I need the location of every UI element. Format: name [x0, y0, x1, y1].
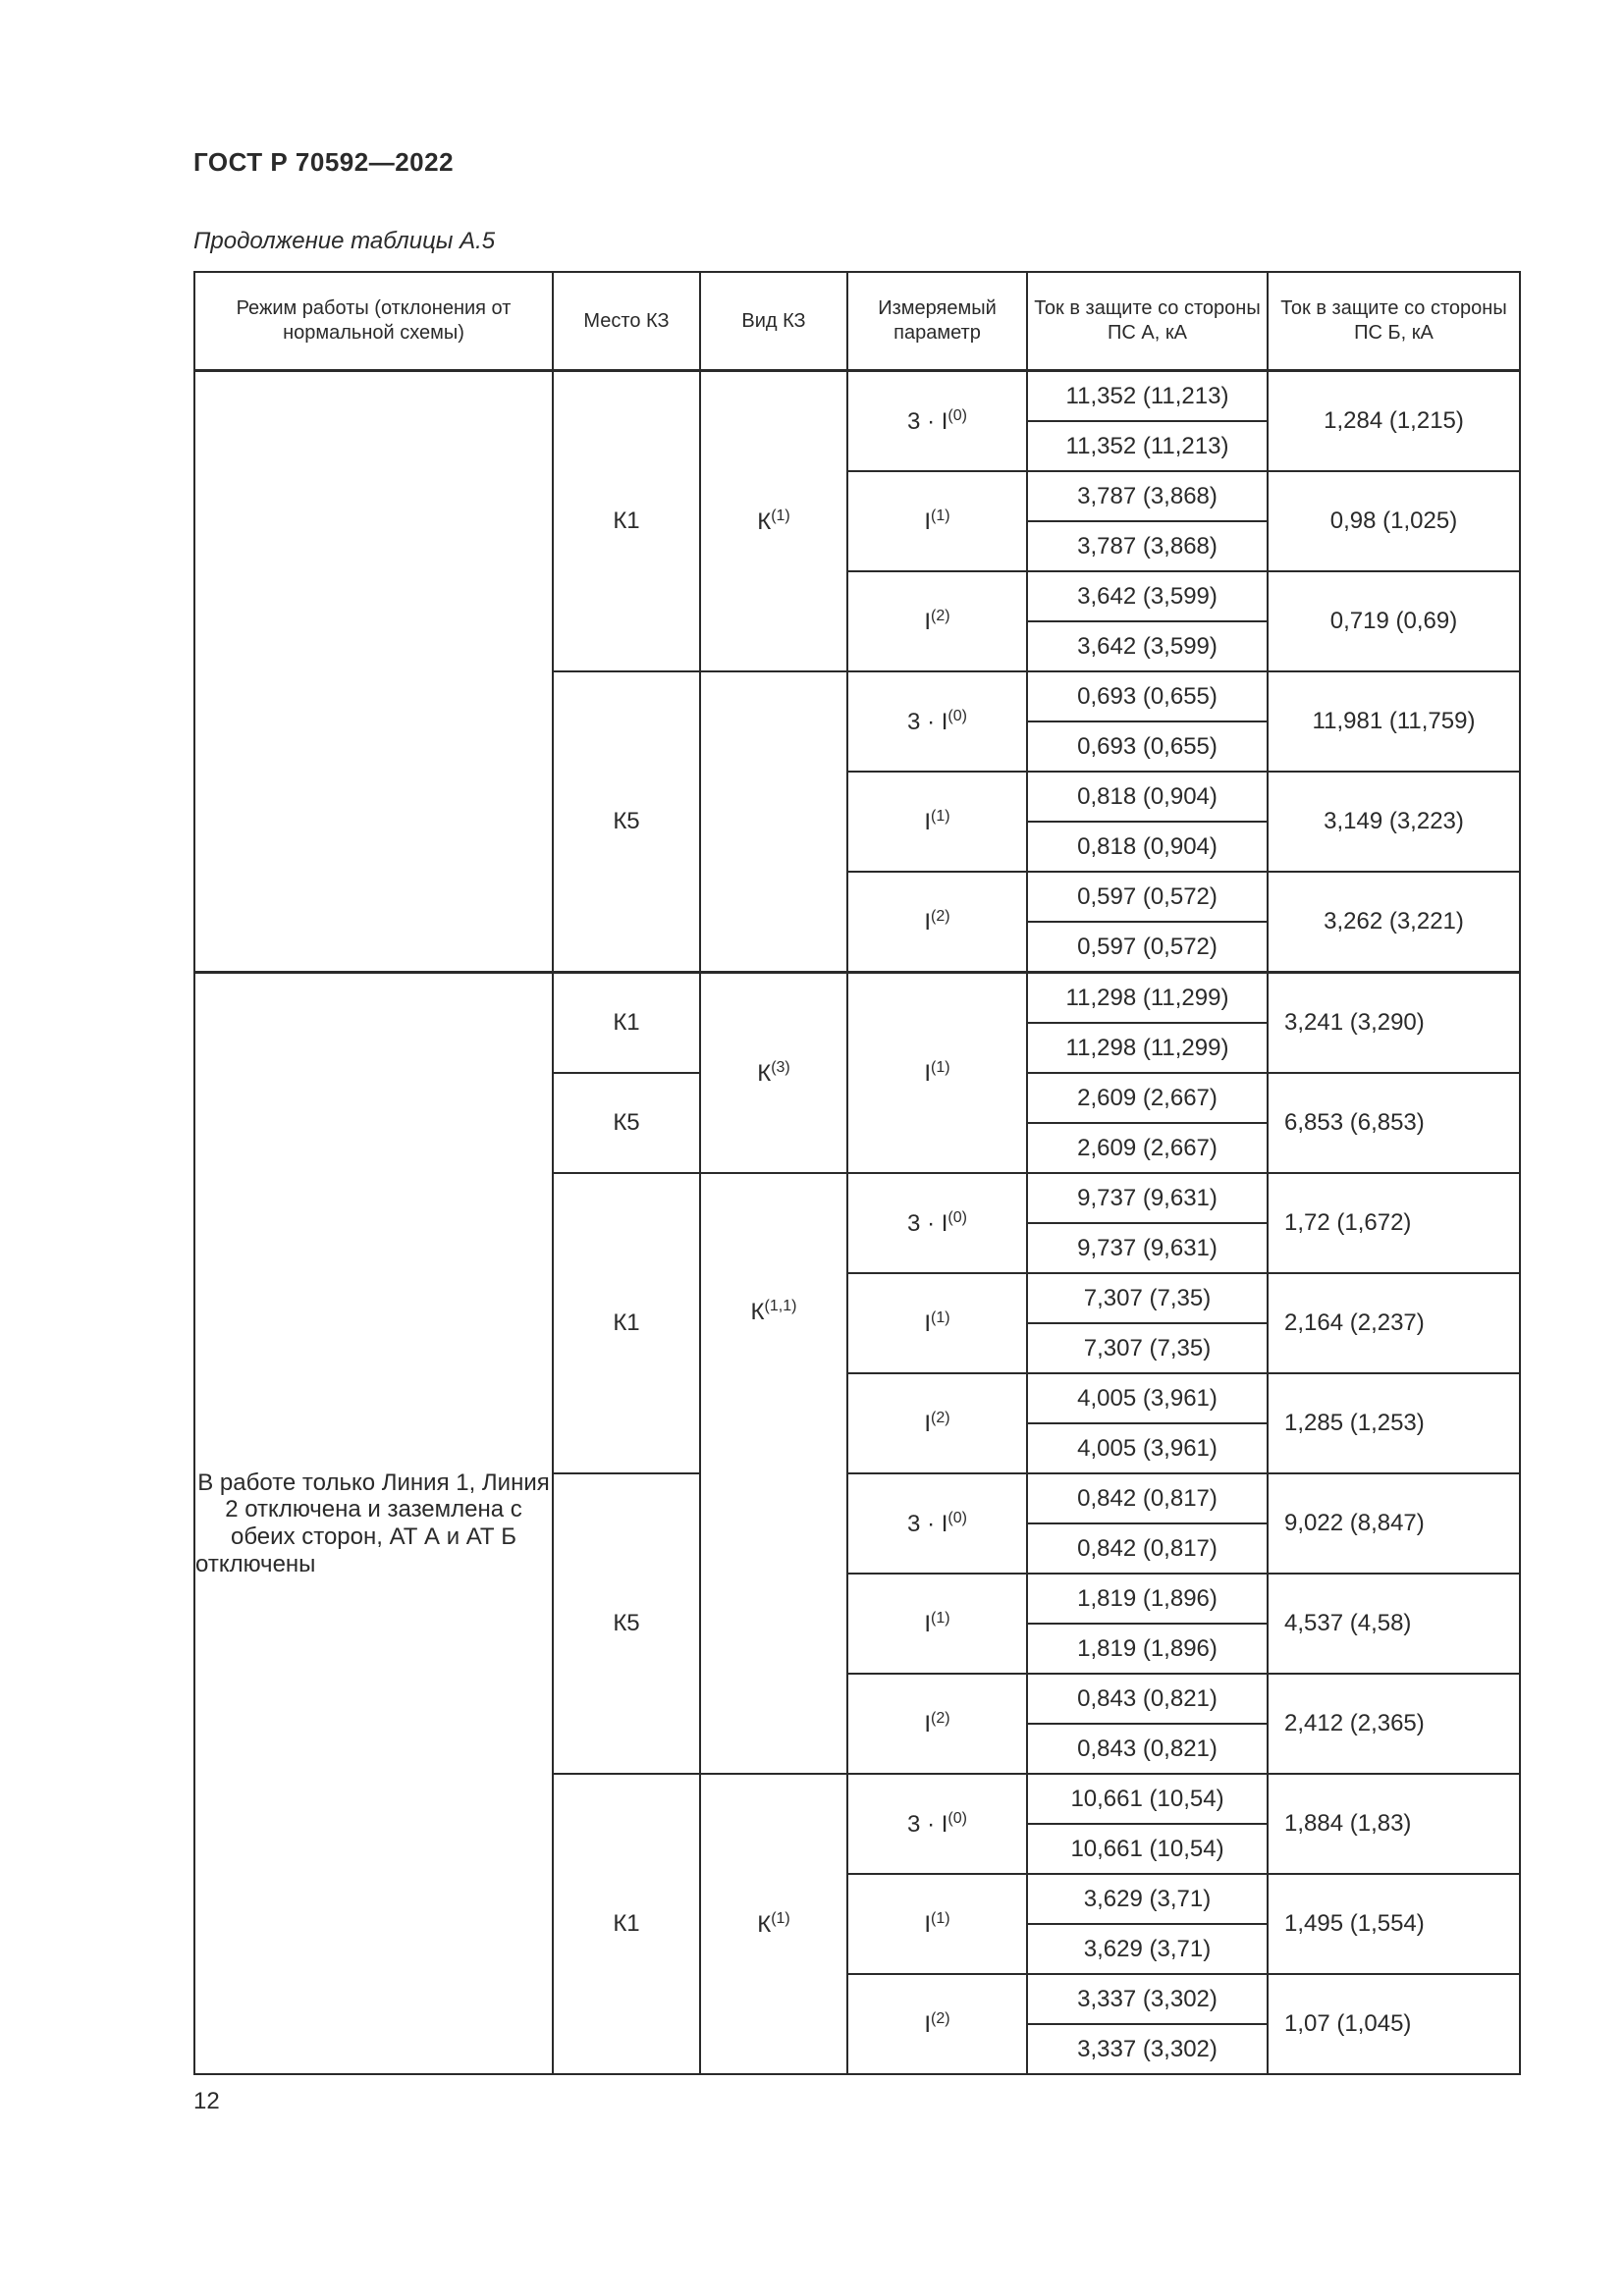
- current-b-cell: 3,262 (3,221): [1268, 872, 1520, 973]
- current-a-cell: 3,629 (3,71): [1027, 1874, 1268, 1924]
- header-parameter: Измеряемый параметр: [847, 272, 1027, 371]
- current-a-cell: 1,819 (1,896): [1027, 1574, 1268, 1624]
- current-a-cell: 11,352 (11,213): [1027, 371, 1268, 422]
- current-a-cell: 7,307 (7,35): [1027, 1273, 1268, 1323]
- current-a-cell: 2,609 (2,667): [1027, 1123, 1268, 1173]
- current-a-cell: 10,661 (10,54): [1027, 1774, 1268, 1824]
- current-a-cell: 3,337 (3,302): [1027, 1974, 1268, 2024]
- current-a-cell: 0,597 (0,572): [1027, 872, 1268, 922]
- parameter-cell: $I^{(2)}$: [847, 1974, 1027, 2074]
- current-b-cell: 1,285 (1,253): [1268, 1373, 1520, 1473]
- current-a-cell: 0,842 (0,817): [1027, 1523, 1268, 1574]
- current-a-cell: 3,787 (3,868): [1027, 471, 1268, 521]
- current-a-cell: 7,307 (7,35): [1027, 1323, 1268, 1373]
- location-cell: К5: [553, 1073, 700, 1173]
- document-code: ГОСТ Р 70592—2022: [193, 147, 455, 177]
- location-cell: К5: [553, 1473, 700, 1774]
- parameter-cell: $3 \cdot I^{(0)}$: [847, 671, 1027, 772]
- current-a-cell: 3,629 (3,71): [1027, 1924, 1268, 1974]
- table-header-row: [194, 272, 1520, 371]
- current-b-cell: 9,022 (8,847): [1268, 1473, 1520, 1574]
- parameter-cell: $3 \cdot I^{(0)}$: [847, 1774, 1027, 1874]
- current-a-cell: 9,737 (9,631): [1027, 1173, 1268, 1223]
- header-location: Место КЗ: [553, 272, 700, 371]
- header-mode: Режим работы (отклонения от нормальной схемы): [194, 272, 553, 371]
- parameter-cell: $I^{(1)}$: [847, 1273, 1027, 1373]
- current-b-cell: 1,07 (1,045): [1268, 1974, 1520, 2074]
- current-b-cell: 0,98 (1,025): [1268, 471, 1520, 571]
- current-b-cell: 1,72 (1,672): [1268, 1173, 1520, 1273]
- parameter-cell: $I^{(2)}$: [847, 571, 1027, 671]
- current-a-cell: 4,005 (3,961): [1027, 1373, 1268, 1423]
- header-fault-type: Вид КЗ: [700, 272, 847, 371]
- current-b-cell: 4,537 (4,58): [1268, 1574, 1520, 1674]
- current-a-cell: 10,661 (10,54): [1027, 1824, 1268, 1874]
- parameter-cell: $I^{(2)}$: [847, 1674, 1027, 1774]
- table-row: [194, 371, 1520, 422]
- location-cell: К5: [553, 671, 700, 973]
- table-row: [194, 973, 1520, 1024]
- current-a-cell: 11,298 (11,299): [1027, 973, 1268, 1024]
- current-b-cell: 2,412 (2,365): [1268, 1674, 1520, 1774]
- current-a-cell: 2,609 (2,667): [1027, 1073, 1268, 1123]
- parameter-cell: $I^{(2)}$: [847, 872, 1027, 973]
- current-a-cell: 0,818 (0,904): [1027, 822, 1268, 872]
- mode-cell: В работе только Линия 1, Линия 2 отключена и заземлена с обеих сторон, АТ А и АТ Б отключены: [194, 973, 553, 2075]
- page-number: 12: [193, 2088, 220, 2114]
- current-b-cell: 1,884 (1,83): [1268, 1774, 1520, 1874]
- location-cell: К1: [553, 1774, 700, 2074]
- mode-cell-continued: [194, 371, 553, 973]
- current-a-cell: 1,819 (1,896): [1027, 1624, 1268, 1674]
- fault-type-cell: $К^{(1)}$: [700, 1774, 847, 2074]
- current-b-cell: 2,164 (2,237): [1268, 1273, 1520, 1373]
- fault-type-cell: $К^{(3)}$: [700, 973, 847, 1174]
- header-current-a: Ток в защите со стороны ПС А, кА: [1027, 272, 1268, 371]
- parameter-cell: $I^{(1)}$: [847, 1574, 1027, 1674]
- current-a-cell: 11,352 (11,213): [1027, 421, 1268, 471]
- current-a-cell: 9,737 (9,631): [1027, 1223, 1268, 1273]
- parameter-cell: $3 \cdot I^{(0)}$: [847, 371, 1027, 472]
- location-cell: К1: [553, 1173, 700, 1473]
- current-a-cell: 0,693 (0,655): [1027, 721, 1268, 772]
- parameter-cell: $I^{(1)}$: [847, 471, 1027, 571]
- location-cell: К1: [553, 371, 700, 672]
- parameter-cell: $I^{(2)}$: [847, 1373, 1027, 1473]
- parameter-cell: $3 \cdot I^{(0)}$: [847, 1473, 1027, 1574]
- current-a-cell: 3,337 (3,302): [1027, 2024, 1268, 2074]
- current-a-cell: 3,787 (3,868): [1027, 521, 1268, 571]
- parameter-cell: $I^{(1)}$: [847, 772, 1027, 872]
- current-a-cell: 3,642 (3,599): [1027, 621, 1268, 671]
- current-a-cell: 4,005 (3,961): [1027, 1423, 1268, 1473]
- current-a-cell: 11,298 (11,299): [1027, 1023, 1268, 1073]
- fault-type-cell: К$^{(1,1)}$: [700, 1173, 847, 1774]
- current-b-cell: 11,981 (11,759): [1268, 671, 1520, 772]
- parameter-cell: $I^{(1)}$: [847, 1874, 1027, 1974]
- fault-type-cell-empty: [700, 671, 847, 973]
- current-a-cell: 0,843 (0,821): [1027, 1674, 1268, 1724]
- current-b-cell: 1,495 (1,554): [1268, 1874, 1520, 1974]
- current-a-cell: 3,642 (3,599): [1027, 571, 1268, 621]
- table-caption: Продолжение таблицы А.5: [193, 228, 496, 254]
- parameter-cell: $I^{(1)}$: [847, 973, 1027, 1174]
- current-a-cell: 0,818 (0,904): [1027, 772, 1268, 822]
- header-current-b: Ток в защите со стороны ПС Б, кА: [1268, 272, 1520, 371]
- current-a-cell: 0,597 (0,572): [1027, 922, 1268, 973]
- current-b-cell: 3,241 (3,290): [1268, 973, 1520, 1074]
- current-b-cell: 0,719 (0,69): [1268, 571, 1520, 671]
- current-a-cell: 0,843 (0,821): [1027, 1724, 1268, 1774]
- current-a-cell: 0,842 (0,817): [1027, 1473, 1268, 1523]
- short-circuit-table: [193, 271, 1521, 2075]
- current-b-cell: 6,853 (6,853): [1268, 1073, 1520, 1173]
- current-b-cell: 3,149 (3,223): [1268, 772, 1520, 872]
- fault-type-cell: $К^{(1)}$: [700, 371, 847, 672]
- current-a-cell: 0,693 (0,655): [1027, 671, 1268, 721]
- location-cell: К1: [553, 973, 700, 1074]
- current-b-cell: 1,284 (1,215): [1268, 371, 1520, 472]
- parameter-cell: $3 \cdot I^{(0)}$: [847, 1173, 1027, 1273]
